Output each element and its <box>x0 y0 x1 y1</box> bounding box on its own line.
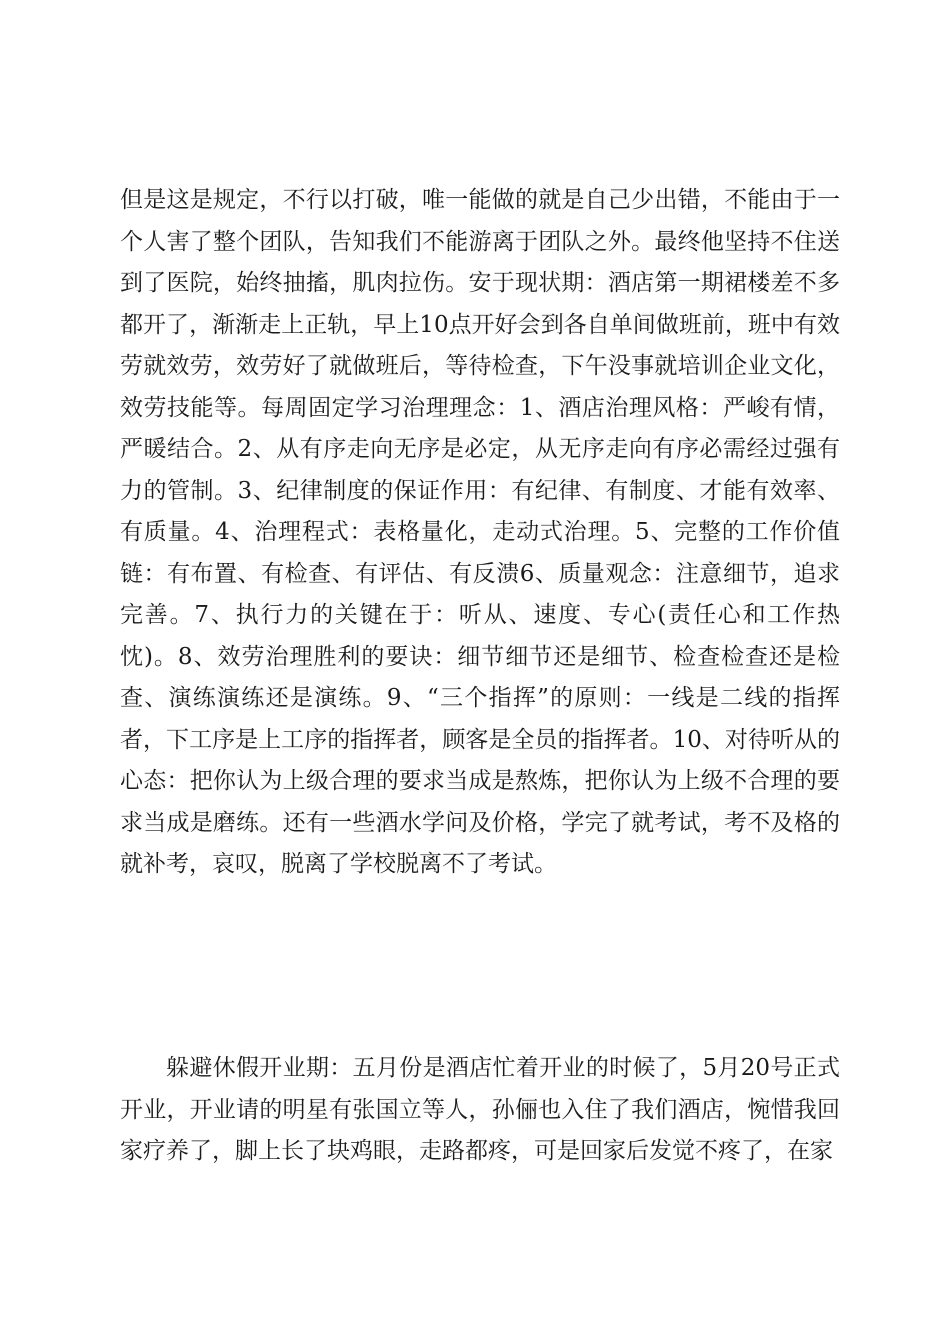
body-paragraph-1: 但是这是规定，不行以打破，唯一能做的就是自己少出错，不能由于一个人害了整个团队，告知我们不能游离于团队之外。最终他坚持不住送到了医院，始终抽搐，肌肉拉伤。安于现状期：酒店第一期裙楼差不多都开了，渐渐走上正轨，早上10点开好会到各自单间做班前，班中有效劳就效劳，效劳好了就做班后，等待检查，下午没事就培训企业文化，效劳技能等。每周固定学习治理理念：1、酒店治理风格：严峻有情，严暖结合。2、从有序走向无序是必定，从无序走向有序必需经过强有力的管制。3、纪律制度的保证作用：有纪律、有制度、才能有效率、有质量。4、治理程式：表格量化，走动式治理。5、完整的工作价值链：有布置、有检查、有评估、有反溃6、质量观念：注意细节，追求完善。7、执行力的关键在于：听从、速度、专心(责任心和工作热忱)。8、效劳治理胜利的要诀：细节细节还是细节、检查检查还是检查、演练演练还是演练。9、“三个指挥”的原则：一线是二线的指挥者，下工序是上工序的指挥者，顾客是全员的指挥者。10、对待听从的心态：把你认为上级合理的要求当成是熬炼，把你认为上级不合理的要求当成是磨练。还有一些酒水学问及价格，学完了就考试，考不及格的就补考，哀叹，脱离了学校脱离不了考试。 <box>120 187 840 877</box>
body-paragraph-2: 躲避休假开业期：五月份是酒店忙着开业的时候了，5月20号正式开业，开业请的明星有张国立等人，孙俪也入住了我们酒店，惋惜我回家疗养了，脚上长了块鸡眼，走路都疼，可是回家后发觉不疼了，在家 <box>120 1055 840 1164</box>
